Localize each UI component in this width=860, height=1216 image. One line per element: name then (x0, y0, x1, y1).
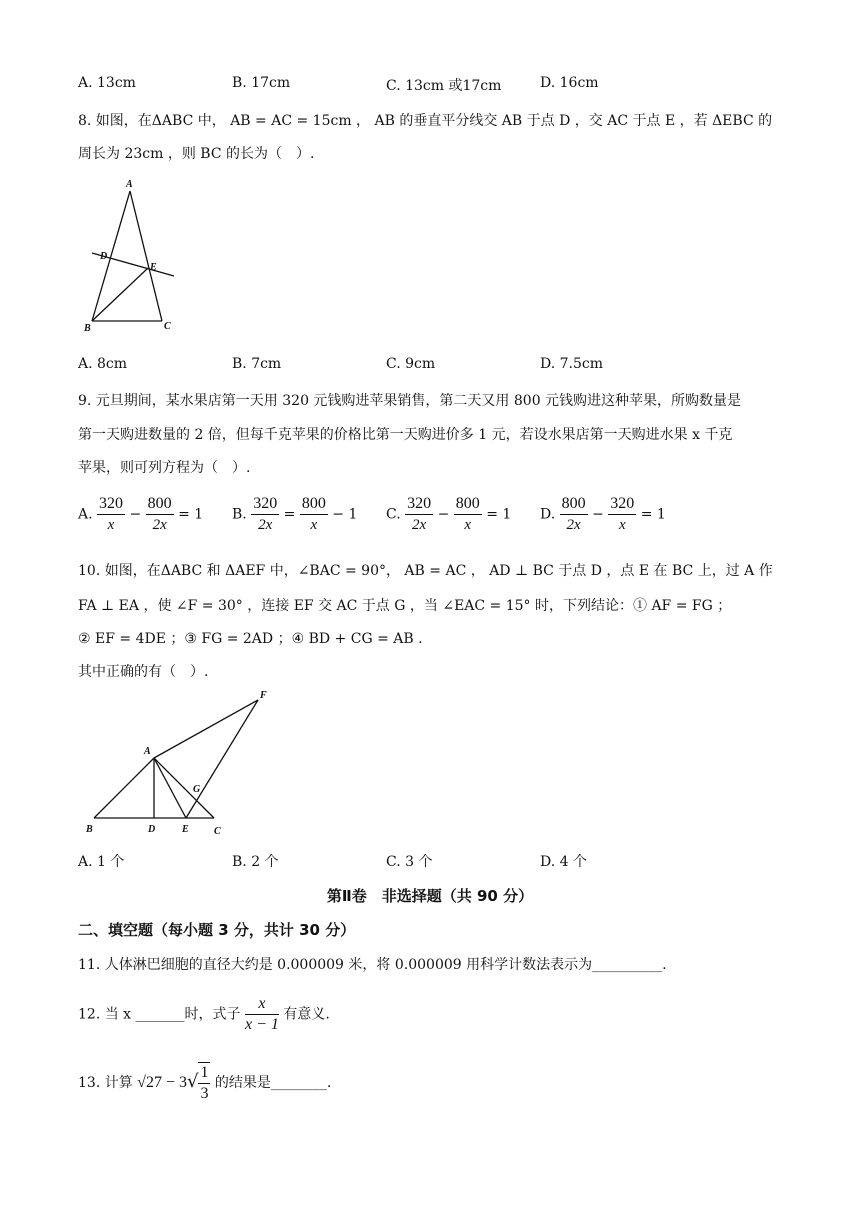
q10-label-d: D (148, 824, 156, 835)
q9-stem-line2: 第一天购进数量的 2 倍，但每千克苹果的价格比第一天购进价多 1 元，若设水果店第一天购进水果 x 千克 (78, 427, 733, 443)
q7-option-c: C. 13cm 或17cm (386, 78, 502, 94)
q9-option-d: D. $\frac{800}{2x}$ − $\frac{320}{x}$ = 1 (540, 495, 666, 533)
q8-stem-line1: 8. 如图，在ΔABC 中， AB = AC = 15cm ， AB 的垂直平分线交 AB 于点 D ，交 AC 于点 E ，若 ΔEBC 的 (78, 113, 773, 129)
q10-option-a: A. 1 个 (78, 854, 125, 870)
q10-label-b: B (86, 824, 93, 835)
q10-label-f: F (260, 690, 267, 701)
q12-fraction: $\frac{x}{x - 1}$ (244, 995, 279, 1033)
q8-option-c: C. 9cm (386, 356, 436, 372)
q9-option-c: C. $\frac{320}{2x}$ − $\frac{800}{x}$ = 1 (386, 495, 512, 533)
q8-label-d: D (100, 251, 108, 262)
q10-stem-line1: 10. 如图，在ΔABC 和 ΔAEF 中，∠BAC = 90°， AB = AC ， AD ⊥ BC 于点 D ，点 E 在 BC 上，过 A 作 (78, 563, 773, 579)
q10-option-b: B. 2 个 (232, 854, 279, 870)
q11-text: 11. 人体淋巴细胞的直径大约是 0.000009 米，将 0.000009 用科学计数法表示为__________. (78, 957, 667, 973)
q10-stem-line4: 其中正确的有（ ）. (78, 664, 209, 680)
q8-label-a: A (126, 179, 133, 190)
q8-stem-line2: 周长为 23cm ，则 BC 的长为（ ）. (78, 146, 315, 162)
q10-label-c: C (214, 826, 221, 837)
section-2-title: 第Ⅱ卷 非选择题（共 90 分） (326, 887, 534, 905)
q8-label-c: C (164, 321, 171, 332)
q10-label-g: G (193, 784, 201, 795)
q8-triangle-figure (78, 175, 188, 335)
q13-text: 13. 计算 √27 − 3√ $\frac{1}{3}$ 的结果是________. (78, 1064, 332, 1102)
q8-option-b: B. 7cm (232, 356, 282, 372)
q10-label-e: E (182, 824, 189, 835)
fill-in-heading: 二、填空题（每小题 3 分，共计 30 分） (78, 921, 356, 939)
q10-option-c: C. 3 个 (386, 854, 433, 870)
q9-stem-line1: 9. 元旦期间，某水果店第一天用 320 元钱购进苹果销售，第二天又用 800 元钱购进这种苹果，所购数量是 (78, 393, 742, 409)
q7-option-a: A. 13cm (78, 75, 136, 91)
q10-label-a: A (144, 746, 151, 757)
q10-stem-line2: FA ⊥ EA ，使 ∠F = 30° ，连接 EF 交 AC 于点 G ，当 ∠EAC = 15° 时，下列结论：① AF = FG ； (78, 598, 732, 614)
q10-triangle-figure (78, 686, 278, 842)
q9-option-a: A. $\frac{320}{x}$ − $\frac{800}{2x}$ = 1 (78, 495, 204, 533)
q7-option-b: B. 17cm (232, 75, 291, 91)
q8-label-b: B (84, 323, 91, 334)
q7-option-d: D. 16cm (540, 75, 599, 91)
q8-option-a: A. 8cm (78, 356, 128, 372)
q9-option-b: B. $\frac{320}{2x}$ = $\frac{800}{x}$ − 1 (232, 495, 358, 533)
q8-option-d: D. 7.5cm (540, 356, 604, 372)
q10-option-d: D. 4 个 (540, 854, 587, 870)
q8-label-e: E (150, 262, 157, 273)
q9-stem-line3: 苹果，则可列方程为（ ）. (78, 460, 251, 476)
q12-text: 12. 当 x _______时，式子 $\frac{x}{x - 1}$ 有意义. (78, 995, 330, 1033)
q10-stem-line3: ② EF = 4DE ；③ FG = 2AD ；④ BD + CG = AB . (78, 631, 423, 647)
